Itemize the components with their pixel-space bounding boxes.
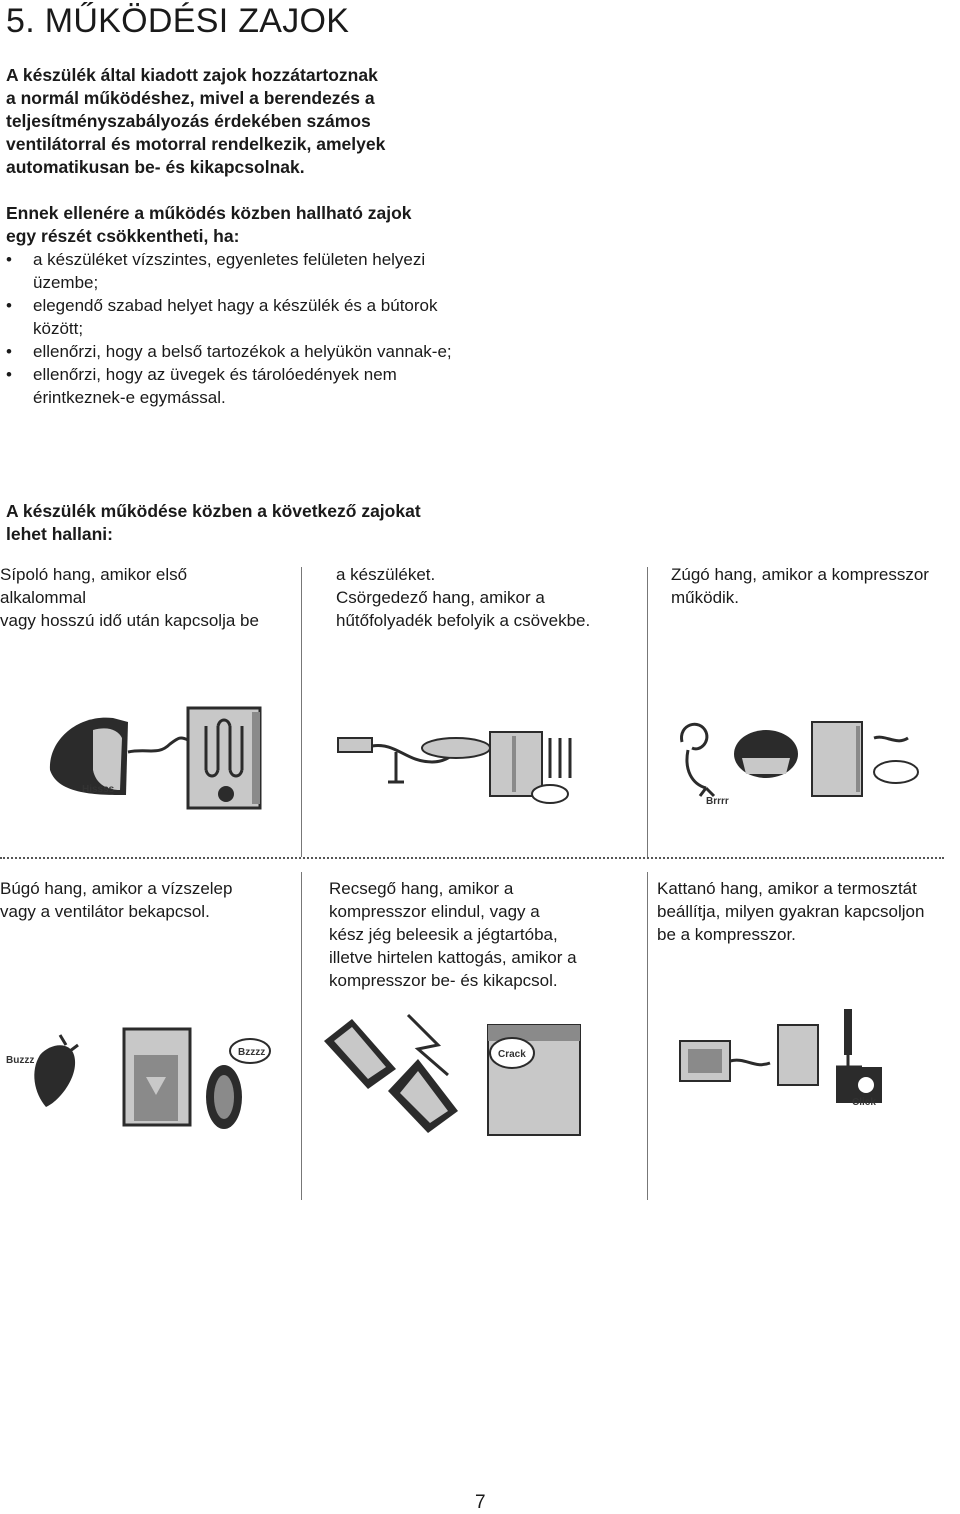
reduce-line: Ennek ellenére a működés közben hallható zajok [6,203,412,223]
row2-col3-text: Kattanó hang, amikor a termosztát beállítja, milyen gyakran kapcsoljon be a kompresszor. [657,879,925,944]
column-divider [301,567,302,857]
intro-line: teljesítményszabályozás érdekében számos [6,111,371,131]
bullet-item: • ellenőrzi, hogy az üvegek és tárolóedények nem érintkeznek-e egymással. [6,363,476,409]
hiss-illustration [38,700,268,815]
sounds-heading [6,500,486,546]
row1-col2-text: a készüléket. Csörgedező hang, amikor a hűtőfolyadék befolyik a csövekbe. [336,565,591,630]
page-title: 5. MŰKÖDÉSI ZAJOK [6,2,350,40]
reduce-line: egy részét csökkentheti, ha: [6,226,240,246]
column-divider [301,872,302,1200]
row-separator [0,857,944,859]
gurgle-illustration [336,722,586,822]
hiss-label: Hissss [82,784,115,795]
intro-line: A készülék által kiadott zajok hozzátartoznak [6,65,378,85]
reduce-paragraph [6,202,466,248]
hum-illustration [670,712,960,812]
click-illustration [676,1005,906,1110]
row2-col1-text: Búgó hang, amikor a vízszelep vagy a ventilátor bekapcsol. [0,879,233,921]
column-divider [647,872,648,1200]
reduce-bullet-list [6,248,476,409]
bzzz-label: Bzzzz [238,1047,266,1058]
column-divider [647,567,648,857]
intro-line: ventilátorral és motorral rendelkezik, amelyek [6,134,386,154]
crack-label: Crack [498,1049,526,1060]
click-label: Click [852,1097,876,1108]
buzz-label: Buzzz [6,1055,35,1066]
sounds-heading-line: lehet hallani: [6,524,113,544]
row1-col3-text: Zúgó hang, amikor a kompresszor működik. [671,565,929,607]
bullet-item: • a készüléket vízszintes, egyenletes felületen helyezi üzembe; [6,248,476,294]
crack-illustration [318,1005,618,1140]
bullet-item: • elegendő szabad helyet hagy a készülék és a bútorok között; [6,294,476,340]
brrr-label: Brrrr [706,796,729,807]
row2-col2-text: Recsegő hang, amikor a kompresszor elindul, vagy a kész jég beleesik a jégtartóba, illetve hirtelen kattogás, amikor a kompresszor be- és kikapcsol. [329,879,577,990]
sounds-heading-line: A készülék működése közben a következő zajokat [6,501,421,521]
intro-paragraph [6,64,466,179]
bullet-item: • ellenőrzi, hogy a belső tartozékok a helyükön vannak-e; [6,340,476,363]
page-number: 7 [475,1492,486,1513]
intro-line: a normál működéshez, mivel a berendezés a [6,88,375,108]
row1-col1-text: Sípoló hang, amikor első alkalommal vagy hosszú idő után kapcsolja be [0,565,259,630]
intro-line: automatikusan be- és kikapcsolnak. [6,157,305,177]
buzz-illustration [0,1015,280,1135]
